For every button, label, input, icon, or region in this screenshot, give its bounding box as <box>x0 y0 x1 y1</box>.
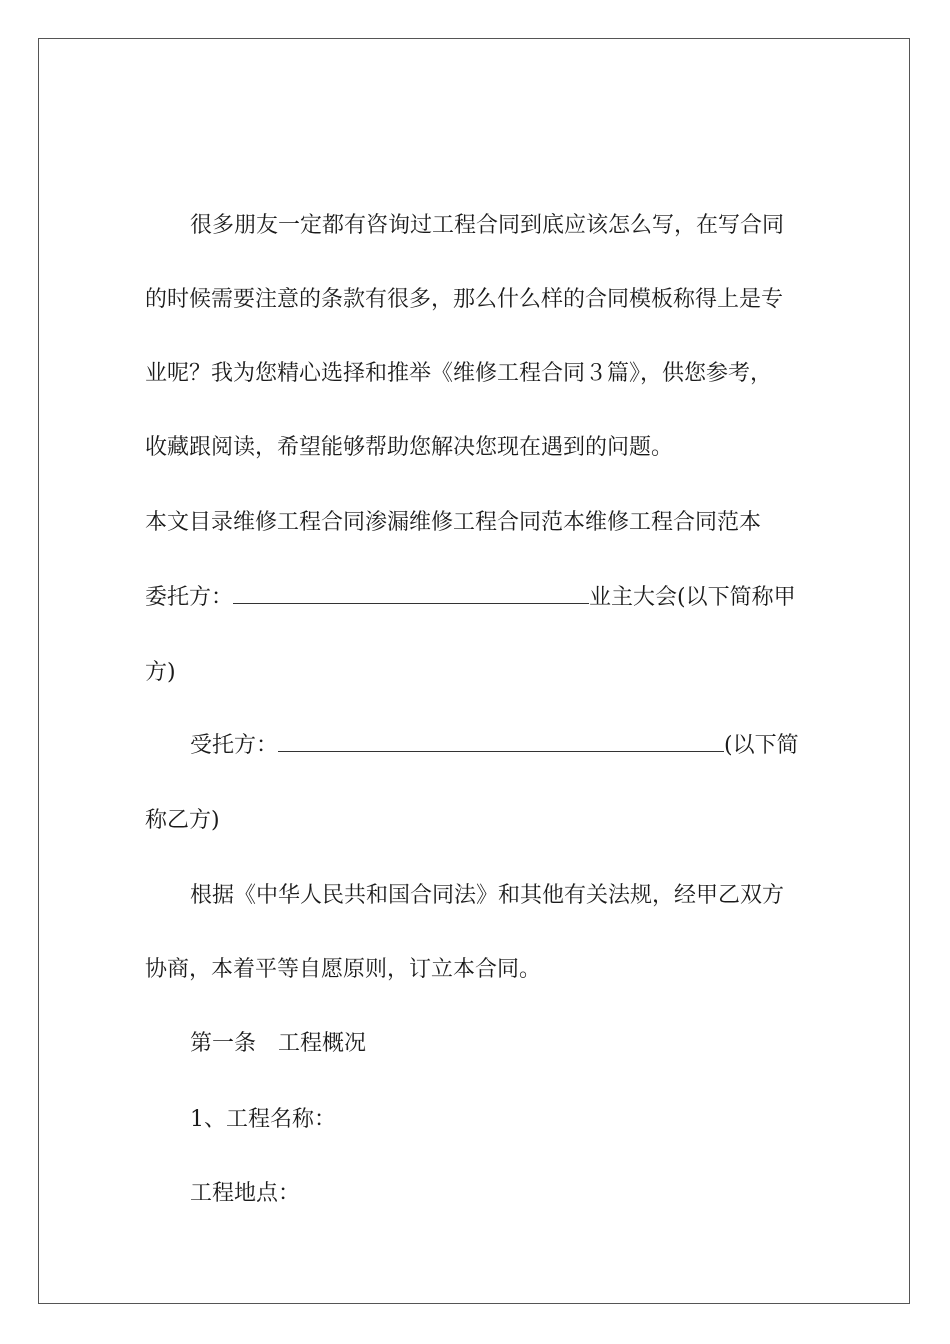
intro-line-2: 的时候需要注意的条款有很多，那么什么样的合同模板称得上是专 <box>145 287 784 312</box>
client-suffix: 业主大会(以下简称甲 <box>589 585 796 610</box>
project-name-label: 1、工程名称： <box>190 1107 336 1132</box>
intro-line-1: 很多朋友一定都有咨询过工程合同到底应该怎么写，在写合同 <box>190 213 785 238</box>
contractor-continuation: 称乙方) <box>145 808 220 833</box>
basis-line-2: 协商，本着平等自愿原则，订立本合同。 <box>145 957 542 982</box>
client-blank-field[interactable] <box>233 583 589 604</box>
article-1-title: 工程概况 <box>278 1031 367 1056</box>
project-location-label: 工程地点： <box>190 1181 301 1206</box>
intro-line-4: 收藏跟阅读，希望能够帮助您解决您现在遇到的问题。 <box>145 435 674 460</box>
contractor-suffix: (以下简 <box>724 733 799 758</box>
client-continuation: 方) <box>145 660 176 685</box>
client-line <box>145 583 796 613</box>
contractor-line <box>190 731 799 761</box>
basis-line-1: 根据《中华人民共和国合同法》和其他有关法规，经甲乙双方 <box>190 883 785 908</box>
contractor-blank-field[interactable] <box>278 731 724 752</box>
article-1-number: 第一条 <box>190 1031 257 1056</box>
contractor-label: 受托方： <box>190 733 279 758</box>
table-of-contents: 本文目录维修工程合同渗漏维修工程合同范本维修工程合同范本 <box>145 510 762 535</box>
client-label: 委托方： <box>145 585 234 610</box>
article-1-heading <box>190 1029 366 1059</box>
intro-line-3: 业呢？我为您精心选择和推举《维修工程合同３篇》，供您参考， <box>145 361 773 386</box>
